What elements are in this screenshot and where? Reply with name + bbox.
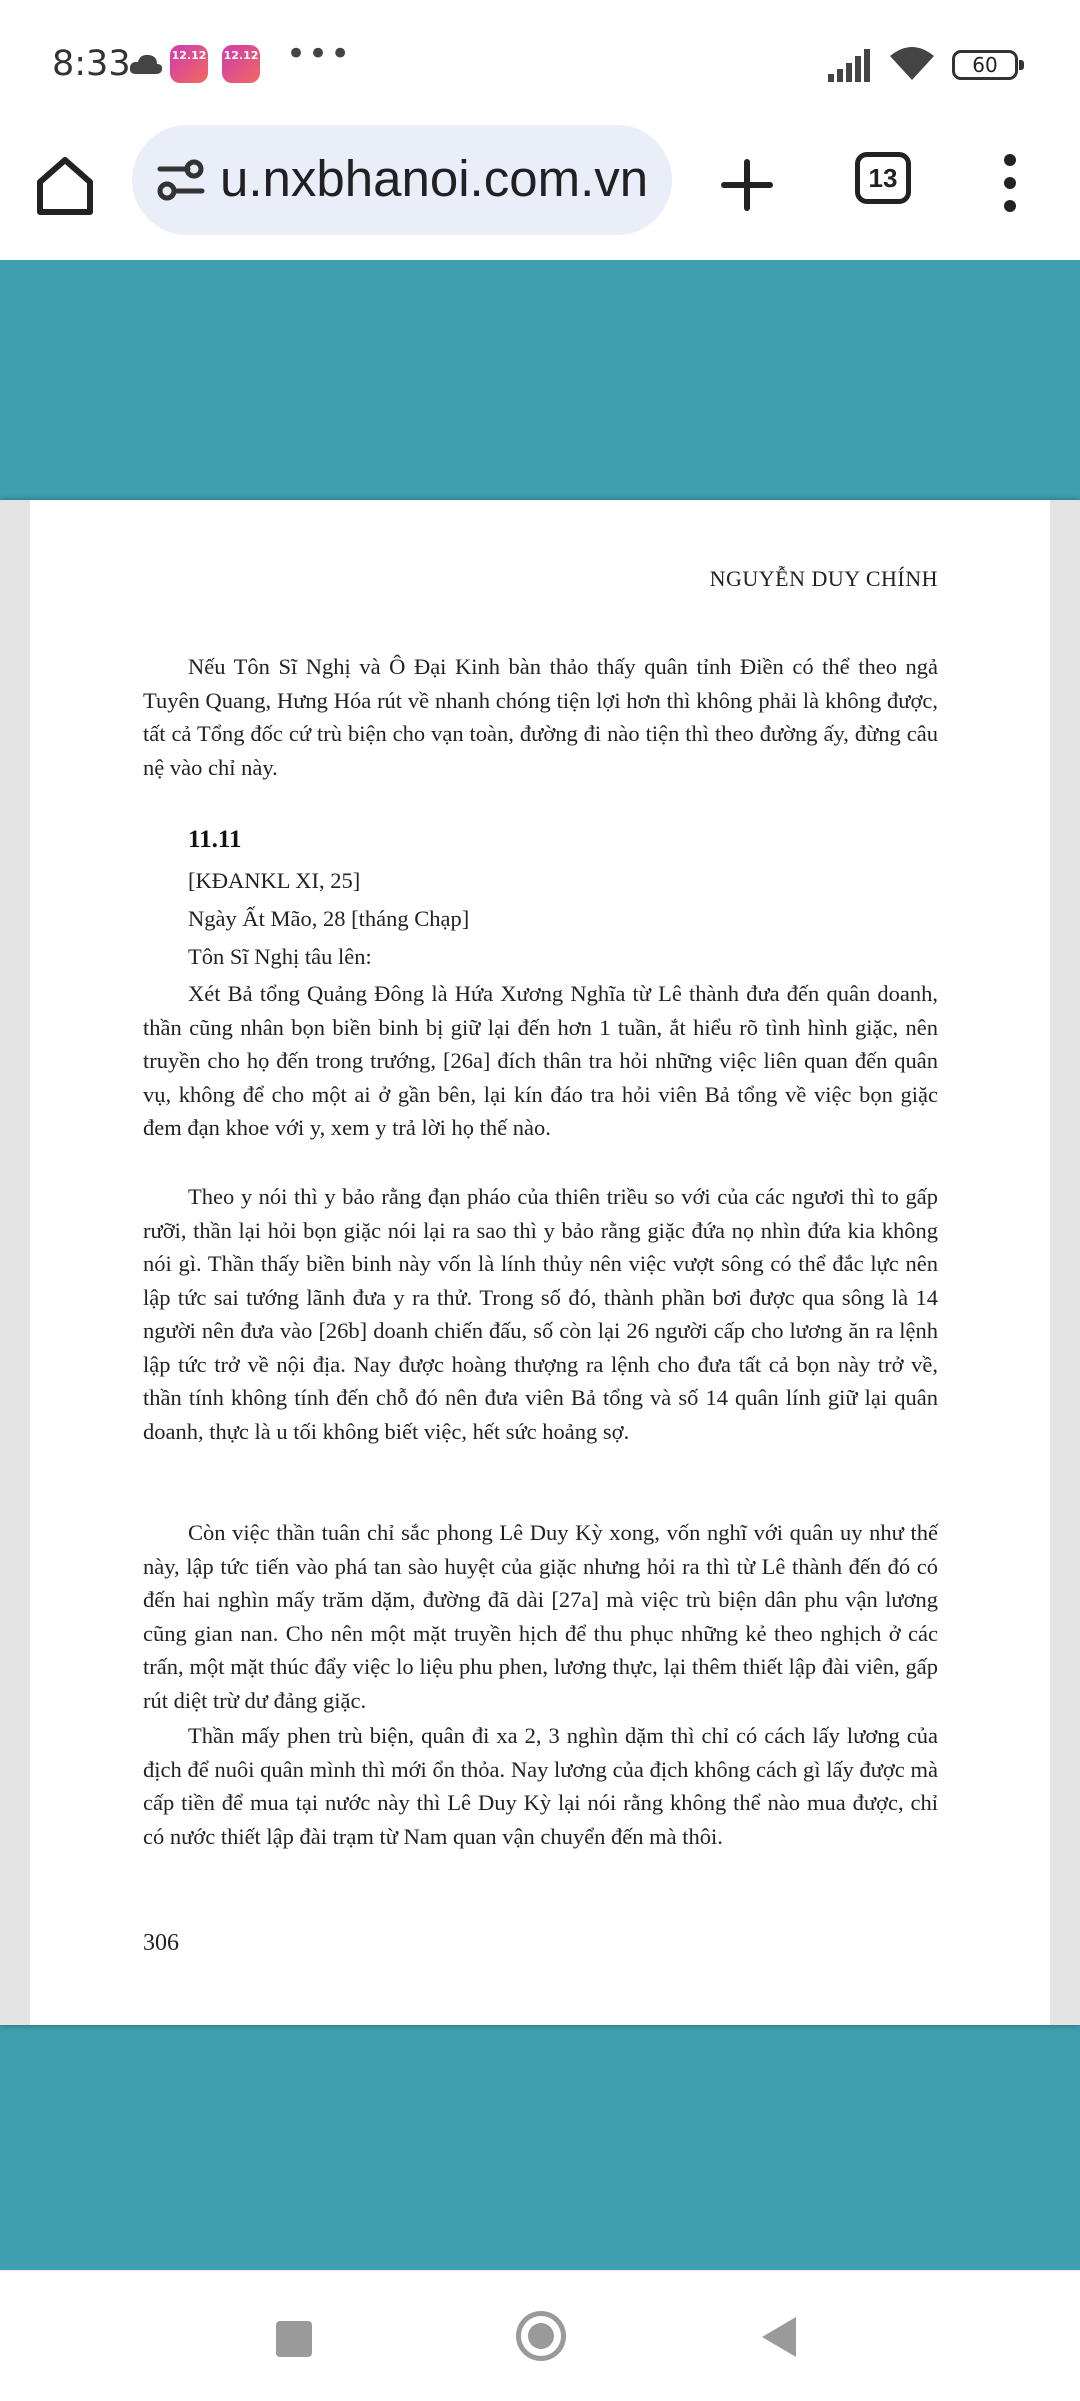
pdf-viewer[interactable]	[0, 260, 1080, 2270]
section-number: 11.11	[188, 826, 242, 853]
date-line: Ngày Ất Mão, 28 [tháng Chạp]	[188, 906, 470, 931]
page-edge	[0, 500, 30, 2025]
tabs-icon[interactable]: 13	[855, 152, 911, 204]
site-settings-icon[interactable]	[154, 153, 208, 207]
new-tab-plus-icon[interactable]	[712, 150, 782, 220]
lazada-icon: 12.12	[170, 45, 208, 83]
paragraph-1: Xét Bả tổng Quảng Đông là Hứa Xương Nghĩa từ Lê thành đưa đến quân doanh, thần cũng nhân bọn biền binh bị giữ lại đến hơn 1 tuần, ắt hiểu rõ tình hình giặc, nên truyền cho họ đến trong trướng, [26a] đích thân tra hỏi những việc liên quan đến quân vụ, không để cho một ai ở gần bên, lại kín đáo tra hỏi viên Bả tổng về việc bọn giặc đem đạn khoe với y, xem y trả lời họ thế nào.	[143, 981, 938, 1140]
url-bar[interactable]	[132, 125, 672, 235]
url-text[interactable]: u.nxbhanoi.com.vn	[220, 150, 649, 207]
report-line: Tôn Sĩ Nghị tâu lên:	[188, 944, 372, 969]
home-circle-icon[interactable]	[516, 2311, 566, 2361]
browser-toolbar	[0, 120, 1080, 262]
more-dots-icon: •••	[286, 34, 353, 74]
page-edge	[1050, 500, 1080, 2025]
back-triangle-icon[interactable]	[762, 2317, 796, 2357]
source-reference: [KĐANKL XI, 25]	[188, 868, 361, 893]
paragraph-3: Còn việc thần tuân chỉ sắc phong Lê Duy Kỳ xong, vốn nghĩ với quân uy như thế này, lập tức tiến vào phá tan sào huyệt của giặc nhưng hỏi ra thì từ Lê thành đến đó có đến hai nghìn mấy trăm dặm, đường đã dài [27a] mà việc trù biện dân phu vận lương cũng gian nan. Cho nên một mặt truyền hịch để thu phục những kẻ theo nghịch ở các trấn, một mặt thúc đẩy việc lo liệu phu phen, lương thực, lại thêm thiết lập đài viên, gấp rút diệt trừ dư đảng giặc.	[143, 1520, 938, 1713]
battery-icon: 60	[952, 50, 1018, 80]
status-bar	[0, 0, 1080, 120]
system-nav-bar	[0, 2270, 1080, 2401]
menu-dots-icon[interactable]	[990, 148, 1030, 218]
status-time: 8:33	[52, 44, 131, 84]
signal-icon	[828, 48, 878, 82]
paragraph-4: Thần mấy phen trù biện, quân đi xa 2, 3 nghìn dặm thì chỉ có cách lấy lương của địch để nuôi quân mình thì mới ổn thỏa. Nay lương của địch không cách gì lấy được mà cấp tiền để mua tại nước này thì Lê Duy Kỳ lại nói rằng không thể nào mua được, chỉ có nước thiết lập đài trạm từ Nam quan vận chuyển đến mà thôi.	[143, 1723, 938, 1849]
recents-square-icon[interactable]	[276, 2321, 312, 2357]
intro-paragraph: Nếu Tôn Sĩ Nghị và Ô Đại Kinh bàn thảo thấy quân tỉnh Điền có thể theo ngả Tuyên Quang, Hưng Hóa rút về nhanh chóng tiện lợi hơn thì không phải là không được, tất cả Tổng đốc cứ trù biện cho vạn toàn, đường đi nào tiện thì theo đường ấy, đừng câu nệ vào chỉ này.	[143, 654, 938, 780]
home-icon[interactable]	[30, 150, 100, 220]
wifi-icon	[888, 44, 936, 82]
paragraph-2: Theo y nói thì y bảo rằng đạn pháo của thiên triều so với của các ngươi thì to gấp rưỡi, thần lại hỏi bọn giặc nói lại ra sao thì y bảo rằng giặc đứa nọ nhìn đứa kia không nói gì. Thần thấy biền binh này vốn là lính thủy nên việc vượt sông có thể đắc lực nên lập tức sai tướng lãnh đưa y ra thử. Trong số đó, thành phần bơi được qua sông là 14 người nên đưa vào [26b] doanh chiến đấu, số còn lại 26 người cấp cho lương ăn ra lệnh lập tức trở về nội địa. Nay được hoàng thượng ra lệnh cho đưa tất cả bọn này trở về, thần tính không tính đến chỗ đó nên đưa viên Bả tổng và số 14 quân lính giữ lại quân doanh, thực là u tối không biết việc, hết sức hoảng sợ.	[143, 1184, 938, 1444]
author-header: NGUYỄN DUY CHÍNH	[709, 566, 938, 591]
document-page[interactable]	[0, 500, 1080, 2025]
page-number: 306	[143, 1930, 179, 1956]
lazada-icon: 12.12	[222, 45, 260, 83]
cloud-icon	[128, 52, 164, 76]
